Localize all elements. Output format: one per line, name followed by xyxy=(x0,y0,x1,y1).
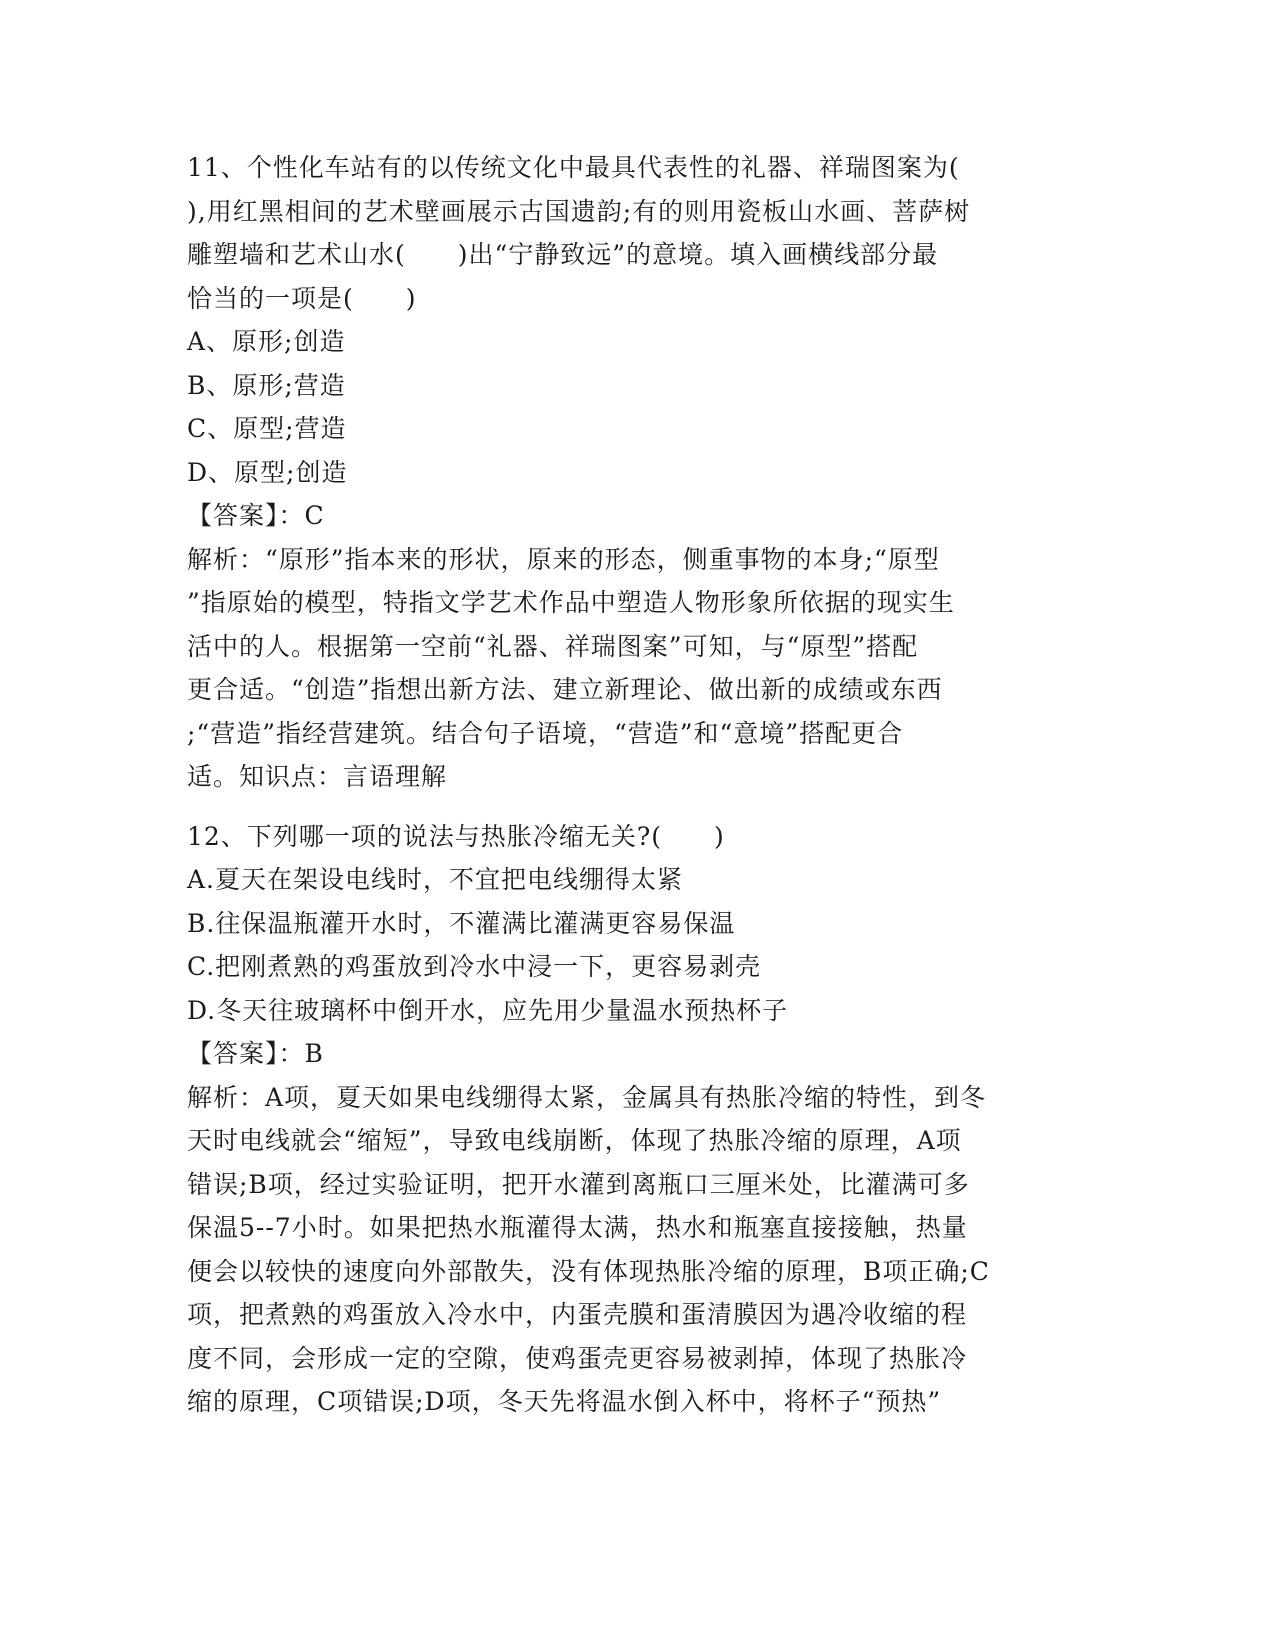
option-b: B.往保温瓶灌开水时，不灌满比灌满更容易保温 xyxy=(187,908,736,938)
stem-line: ),用红黑相间的艺术壁画展示古国遗韵;有的则用瓷板山水画、菩萨树 xyxy=(187,196,971,226)
question-11 xyxy=(187,146,1087,799)
analysis-line: 更合适。“创造”指想出新方法、建立新理论、做出新的成绩或东西 xyxy=(187,675,943,704)
analysis-line: 便会以较快的速度向外部散失，没有体现热胀冷缩的原理，B项正确;C xyxy=(187,1256,990,1286)
stem-line: 雕塑墙和艺术山水( )出“宁静致远”的意境。填入画横线部分最 xyxy=(187,240,939,269)
option-list xyxy=(187,320,1087,494)
analysis-line: 解析：A项，夏天如果电线绷得太紧，金属具有热胀冷缩的特性，到冬 xyxy=(187,1082,987,1112)
option-d: D、原型;创造 xyxy=(187,457,348,487)
analysis-line: 活中的人。根据第一空前“礼器、祥瑞图案”可知，与“原型”搭配 xyxy=(187,631,919,661)
answer: 【答案】：C xyxy=(187,501,325,530)
document-content xyxy=(187,146,1087,1424)
analysis-line: 解析：“原形”指本来的形状，原来的形态，侧重事物的本身;“原型 xyxy=(187,544,940,574)
answer: 【答案】：B xyxy=(187,1039,324,1068)
option-c: C、原型;营造 xyxy=(187,414,347,443)
option-a: A、原形;创造 xyxy=(187,327,346,356)
question-12 xyxy=(187,815,1087,1424)
question-spacer xyxy=(187,799,1087,815)
stem-line: 恰当的一项是( ) xyxy=(187,283,417,313)
analysis-line: 缩的原理，C项错误;D项，冬天先将温水倒入杯中，将杯子“预热” xyxy=(187,1387,942,1416)
analysis-line: ;“营造”指经营建筑。结合句子语境，“营造”和“意境”搭配更合 xyxy=(187,718,904,748)
option-b: B、原形;营造 xyxy=(187,370,346,400)
analysis xyxy=(187,1076,1087,1424)
analysis xyxy=(187,538,1087,799)
analysis-line: 项，把煮熟的鸡蛋放入冷水中，内蛋壳膜和蛋清膜因为遇冷收缩的程 xyxy=(187,1300,968,1329)
analysis-line: 适。知识点：言语理解 xyxy=(187,762,448,791)
analysis-line: 保温5--7小时。如果把热水瓶灌得太满，热水和瓶塞直接接触，热量 xyxy=(187,1213,968,1242)
analysis-line: 错误;B项，经过实验证明，把开水灌到离瓶口三厘米处，比灌满可多 xyxy=(187,1169,970,1199)
question-stem xyxy=(187,146,1087,320)
stem-line: 11、个性化车站有的以传统文化中最具代表性的礼器、祥瑞图案为( xyxy=(187,153,960,182)
analysis-line: 天时电线就会“缩短”，导致电线崩断，体现了热胀冷缩的原理，A项 xyxy=(187,1126,962,1155)
question-stem xyxy=(187,815,1087,859)
analysis-line: ”指原始的模型，特指文学艺术作品中塑造人物形象所依据的现实生 xyxy=(187,588,955,617)
option-list xyxy=(187,858,1087,1032)
option-d: D.冬天往玻璃杯中倒开水，应先用少量温水预热杯子 xyxy=(187,995,789,1025)
stem-line: 12、下列哪一项的说法与热胀冷缩无关?( ) xyxy=(187,821,725,851)
analysis-line: 度不同，会形成一定的空隙，使鸡蛋壳更容易被剥掉，体现了热胀冷 xyxy=(187,1343,968,1373)
option-a: A.夏天在架设电线时，不宜把电线绷得太紧 xyxy=(187,865,684,894)
option-c: C.把刚煮熟的鸡蛋放到冷水中浸一下，更容易剥壳 xyxy=(187,952,762,981)
